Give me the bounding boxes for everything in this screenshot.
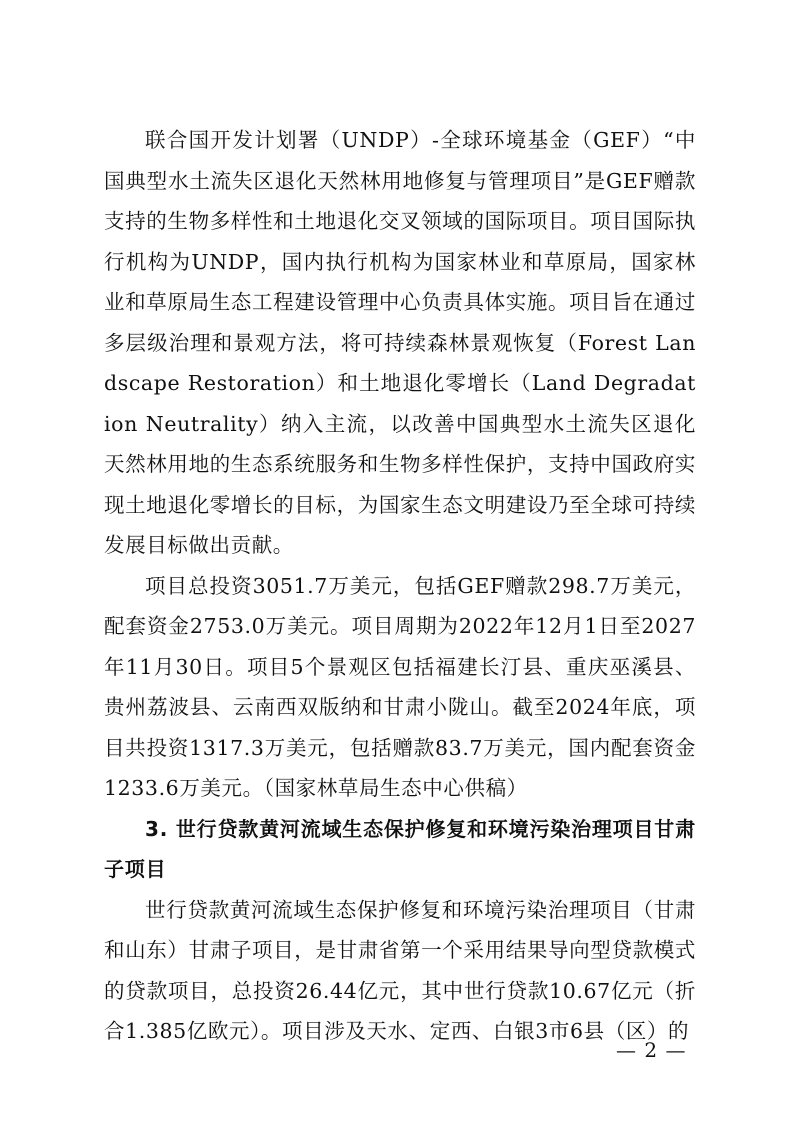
document-body [104, 120, 696, 1052]
paragraph-project-investment: 项目总投资3051.7万美元，包括GEF赠款298.7万美元，配套资金2753.0万美元。项目周期为2022年12月1日至2027年11月30日。项目5个景观区包括福建长汀县、重庆巫溪县、贵州荔波县、云南西双版纳和甘肃小陇山。截至2024年底，项目共投资1317.3万美元，包括赠款83.7万美元，国内配套资金1233.6万美元。（国家林草局生态中心供稿） [104, 573, 696, 800]
paragraph-world-bank-project: 世行贷款黄河流域生态保护修复和环境污染治理项目（甘肃和山东）甘肃子项目，是甘肃省第一个采用结果导向型贷款模式的贷款项目，总投资26.44亿元，其中世行贷款10.67亿元（折合1.385亿欧元）。项目涉及天水、定西、白银3市6县（区）的 [104, 897, 696, 1043]
page-number: — 2 — [616, 1038, 687, 1062]
section-heading: 3. 世行贷款黄河流域生态保护修复和环境污染治理项目甘肃子项目 [104, 816, 696, 881]
paragraph-undp-gef-project: 联合国开发计划署（UNDP）-全球环境基金（GEF）“中国典型水土流失区退化天然林用地修复与管理项目”是GEF赠款支持的生物多样性和土地退化交叉领域的国际项目。项目国际执行机构为UNDP，国内执行机构为国家林业和草原局，国家林业和草原局生态工程建设管理中心负责具体实施。项目旨在通过多层级治理和景观方法，将可持续森林景观恢复（Forest Landscape Restoration）和土地退化零增长（Land Degradation Neutrality）纳入主流，以改善中国典型水土流失区退化天然林用地的生态系统服务和生物多样性保护，支持中国政府实现土地退化零增长的目标，为国家生态文明建设乃至全球可持续发展目标做出贡献。 [104, 128, 696, 557]
